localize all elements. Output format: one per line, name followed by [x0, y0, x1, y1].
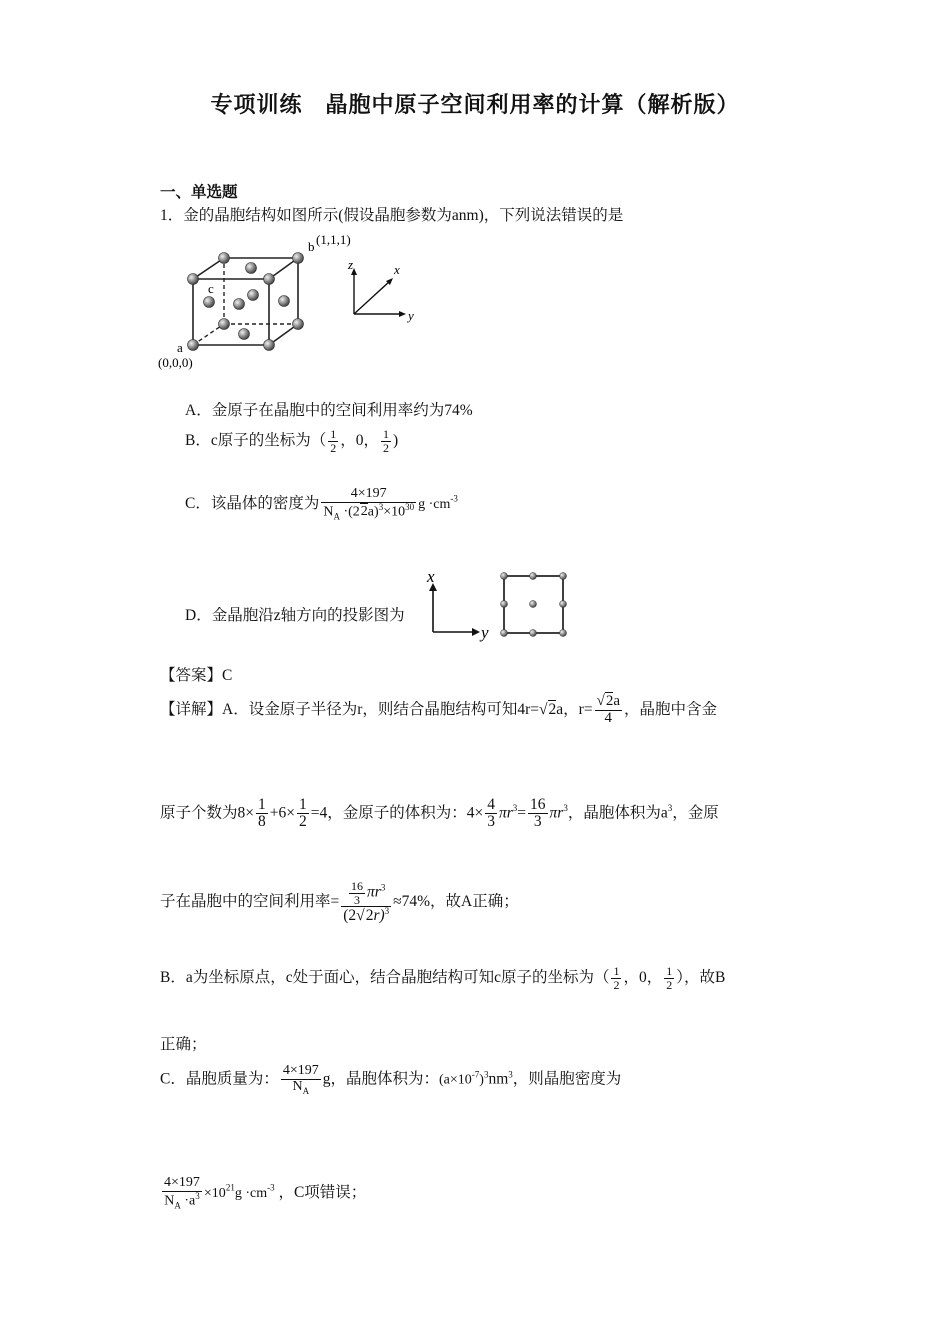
label-a: a	[177, 340, 183, 355]
axis-x-label: x	[394, 262, 400, 277]
coord-b: (1,1,1)	[316, 232, 351, 247]
detail-a-line2: 原子个数为8× $\frac{1}{8}$ +6× $\frac{1}{2}$ =4，金原子的体积为：4× $\frac{4}{3}$ $\pi r^3=$ $\frac{16}{3}$ $\pi r^3$，晶胞体积为$a^3$，金原	[160, 796, 719, 831]
fraction-half: $\frac{1}{2}$	[330, 427, 337, 455]
label-b: b	[308, 239, 315, 254]
detail-b-line2: 正确；	[160, 1036, 207, 1053]
option-c: C．该晶体的密度为 $\frac{4\times 197}{N_A \cdot(22a)^3\times 10^{30}}$ $g \cdot cm^{-3}$	[185, 486, 458, 522]
option-d: D．金晶胞沿z轴方向的投影图为	[185, 607, 405, 624]
option-b: B．c原子的坐标为（ $\frac{1}{2}$ ，0， $\frac{1}{2}$ )	[185, 427, 399, 455]
mass-fraction: $\frac{4\times 197}{N_A}$	[282, 1063, 319, 1096]
detail-c-line1: C．晶胞质量为： $\frac{4\times 197}{N_A}$ g，晶胞体积为：$(a\times 10^{-7})^3nm^3$，则晶胞密度为	[160, 1063, 622, 1096]
fraction-half: $\frac{1}{2}$	[383, 427, 389, 455]
detail-b-line1: B．a为坐标原点，c处于面心，结合晶胞结构可知c原子的坐标为（ $\frac{1}{2}$ ，0， $\frac{1}{2}$ ），故B	[160, 964, 726, 992]
axes-gizmo	[354, 272, 402, 314]
option-a: A．金原子在晶胞中的空间利用率约为74%	[185, 402, 473, 419]
question-stem: 1．金的晶胞结构如图所示(假设晶胞参数为anm)，下列说法错误的是	[160, 207, 624, 224]
axis-y-label: y	[408, 308, 414, 323]
density-result-fraction: $\frac{4\times 197}{N_A \cdot a^3}$	[164, 1175, 200, 1211]
detail-a-line3: 子在晶胞中的空间利用率= $\frac{16}{3}$ $\pi r^3$ $(2√2r)^3$ ≈74%，故A正确；	[160, 879, 519, 925]
utilization-fraction: $\frac{16}{3}$ $\pi r^3$ $(2√2r)^3$	[343, 879, 390, 925]
label-c: c	[208, 281, 214, 296]
projection-figure	[425, 566, 575, 642]
detail-a-line1: 【详解】A．设金原子半径为r，则结合晶胞结构可知4r=√2a，r= $\frac{√2a}{4}$ ，晶胞中含金	[160, 693, 717, 726]
page-title: 专项训练 晶胞中原子空间利用率的计算（解析版）	[210, 92, 740, 117]
answer-line: 【答案】C	[160, 667, 233, 684]
proj-axis-x: x	[427, 567, 435, 586]
density-fraction: $\frac{4\times 197}{N_A \cdot(22a)^3\times 10^{30}}$	[323, 486, 415, 522]
proj-axis-y: y	[481, 623, 489, 642]
axis-z-label: z	[348, 257, 354, 272]
unit-cell-figure	[150, 228, 430, 376]
projection-atoms	[501, 573, 567, 637]
detail-c-line2: $\frac{4\times 197}{N_A \cdot a^3}$ $\times 10^{21}g \cdot cm^{-3}$ ，C项错误；	[164, 1175, 367, 1211]
section-heading: 一、单选题	[160, 184, 238, 201]
radius-fraction: $\frac{√2a}{4}$	[596, 693, 620, 726]
coord-a: (0,0,0)	[158, 355, 193, 370]
